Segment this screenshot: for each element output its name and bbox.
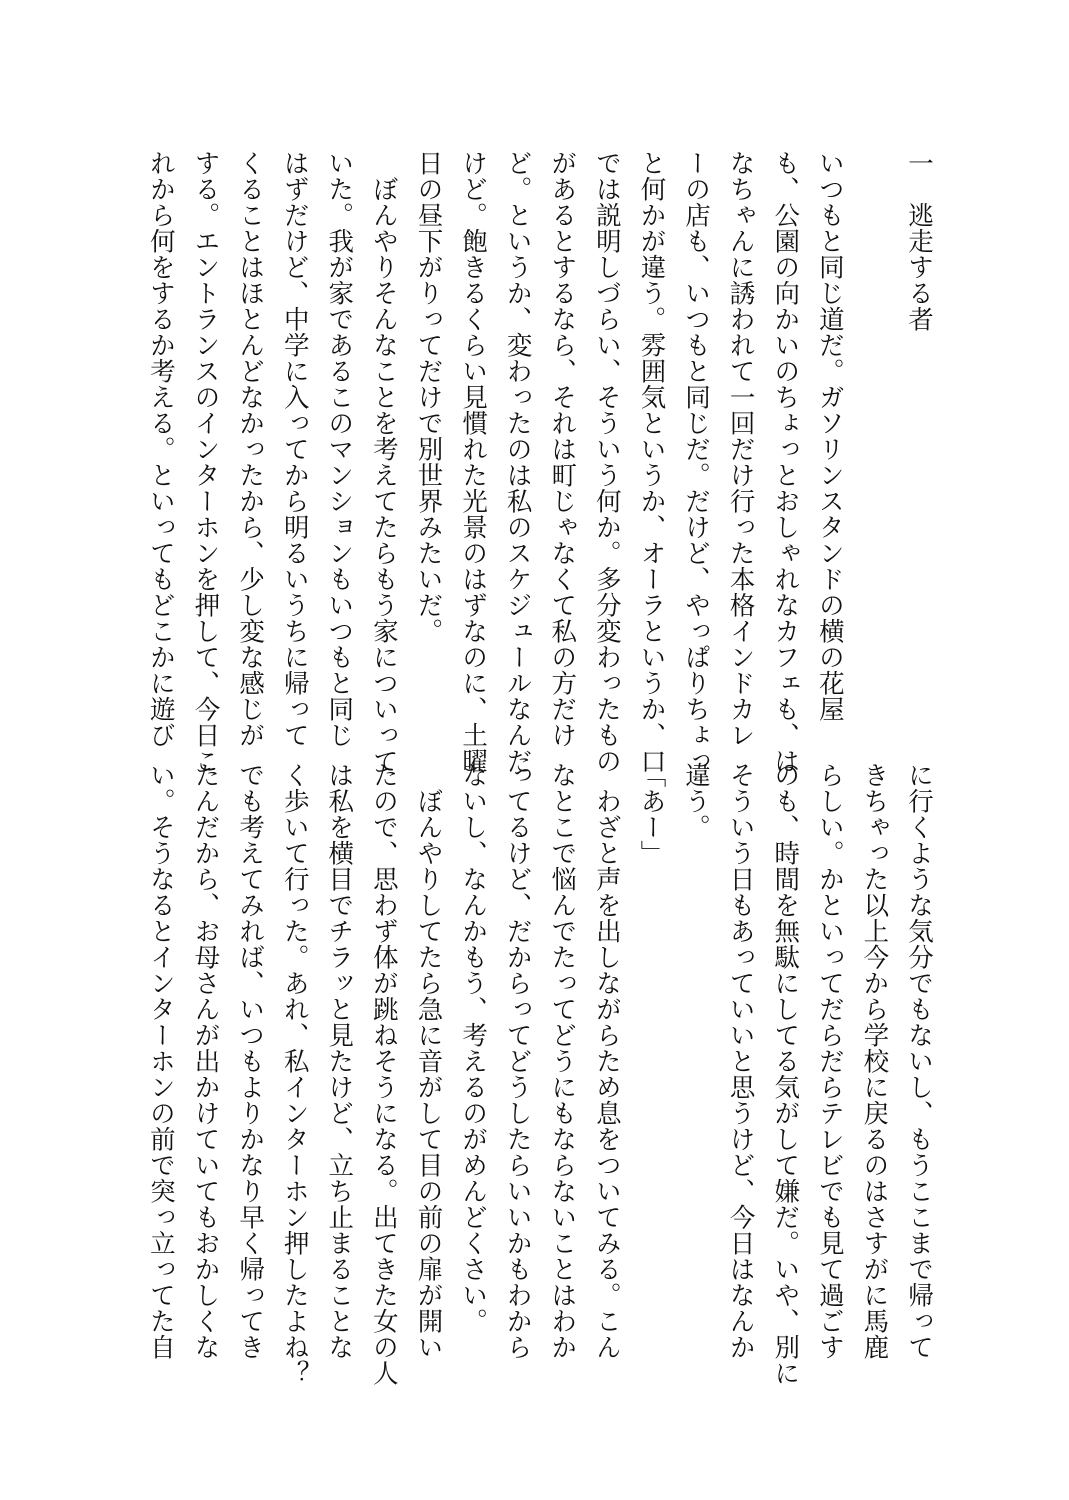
text-column: なとこで悩んでたってどうにもならないことはわか: [547, 762, 578, 1360]
text-column: たので、思わず体が跳ねそうになる。出てきた女の人: [368, 762, 399, 1386]
text-column: でも考えてみれば、いつもよりかなり早く帰ってき: [235, 762, 266, 1360]
text-column: があるとするなら、それは町じゃなくて私の方だけ: [547, 150, 578, 748]
text-column: ーの店も、いつもと同じだ。だけど、やっぱりちょっ: [681, 150, 712, 774]
text-column: する。エントランスのインターホンを押して、今日こ: [190, 150, 221, 774]
text-column: に行くような気分でもないし、もうここまで帰って: [904, 762, 934, 1360]
text-column: たんだから、お母さんが出かけていてもおかしくな: [190, 762, 221, 1360]
text-column: 日の昼下がりってだけで別世界みたいだ。: [413, 150, 444, 644]
text-column: いた。我が家であるこのマンションもいつもと同じ: [324, 150, 355, 748]
text-column: きちゃった以上今から学校に戻るのはさすがに馬鹿: [859, 762, 890, 1360]
text-column: のも、時間を無駄にしてる気がして嫌だ。いや、別に: [770, 762, 801, 1386]
text-column: では説明しづらい、そういう何か。多分変わったもの: [591, 150, 622, 774]
text-column: ぼんやりそんなことを考えてたらもう家についって: [368, 150, 399, 774]
chapter-title: 逃走する者: [904, 202, 934, 332]
text-column: れから何をするか考える。といってもどこかに遊び: [145, 150, 176, 748]
text-column: はずだけど、中学に入ってから明るいうちに帰って: [279, 150, 310, 748]
text-column: ってるけど、だからってどうしたらいいかもわから: [502, 762, 533, 1360]
text-column: くることはほとんどなかったから、少し変な感じが: [235, 150, 266, 748]
text-column: 違う。: [681, 762, 712, 840]
text-column: く歩いて行った。あれ、私インターホン押したよね？: [279, 762, 310, 1386]
chapter-number: 一: [904, 150, 934, 176]
chapter-heading: [896, 150, 941, 710]
text-column: ど。というか、変わったのは私のスケジュールなんだ: [502, 150, 533, 774]
text-column: い。そうなるとインターホンの前で突っ立ってた自: [145, 762, 176, 1360]
text-column: けど。飽きるくらい見慣れた光景のはずなのに、土曜: [458, 150, 489, 774]
text-column: そういう日もあっていいと思うけど、今日はなんか: [725, 762, 756, 1360]
text-column: 「あー」: [636, 762, 667, 866]
top-tier-text: [138, 150, 941, 774]
text-column: ないし、なんかもう、考えるのがめんどくさい。: [458, 762, 489, 1334]
blank-line: [852, 150, 897, 710]
text-column: なちゃんに誘われて一回だけ行った本格インドカレ: [725, 150, 756, 748]
text-column: ぼんやりしてたら急に音がして目の前の扉が開い: [413, 762, 444, 1360]
text-column: らしい。かといってだらだらテレビでも見て過ごす: [814, 762, 845, 1360]
text-column: と何かが違う。雰囲気というか、オーラというか、口: [636, 150, 667, 774]
bottom-tier-text: [138, 762, 941, 1386]
text-column: も、公園の向かいのちょっとおしゃれなカフェも、は: [770, 150, 801, 774]
text-column: いつもと同じ道だ。ガソリンスタンドの横の花屋: [814, 150, 845, 722]
text-column: は私を横目でチラッと見たけど、立ち止まることな: [324, 762, 355, 1360]
text-column: わざと声を出しながらため息をついてみる。こん: [591, 762, 622, 1360]
